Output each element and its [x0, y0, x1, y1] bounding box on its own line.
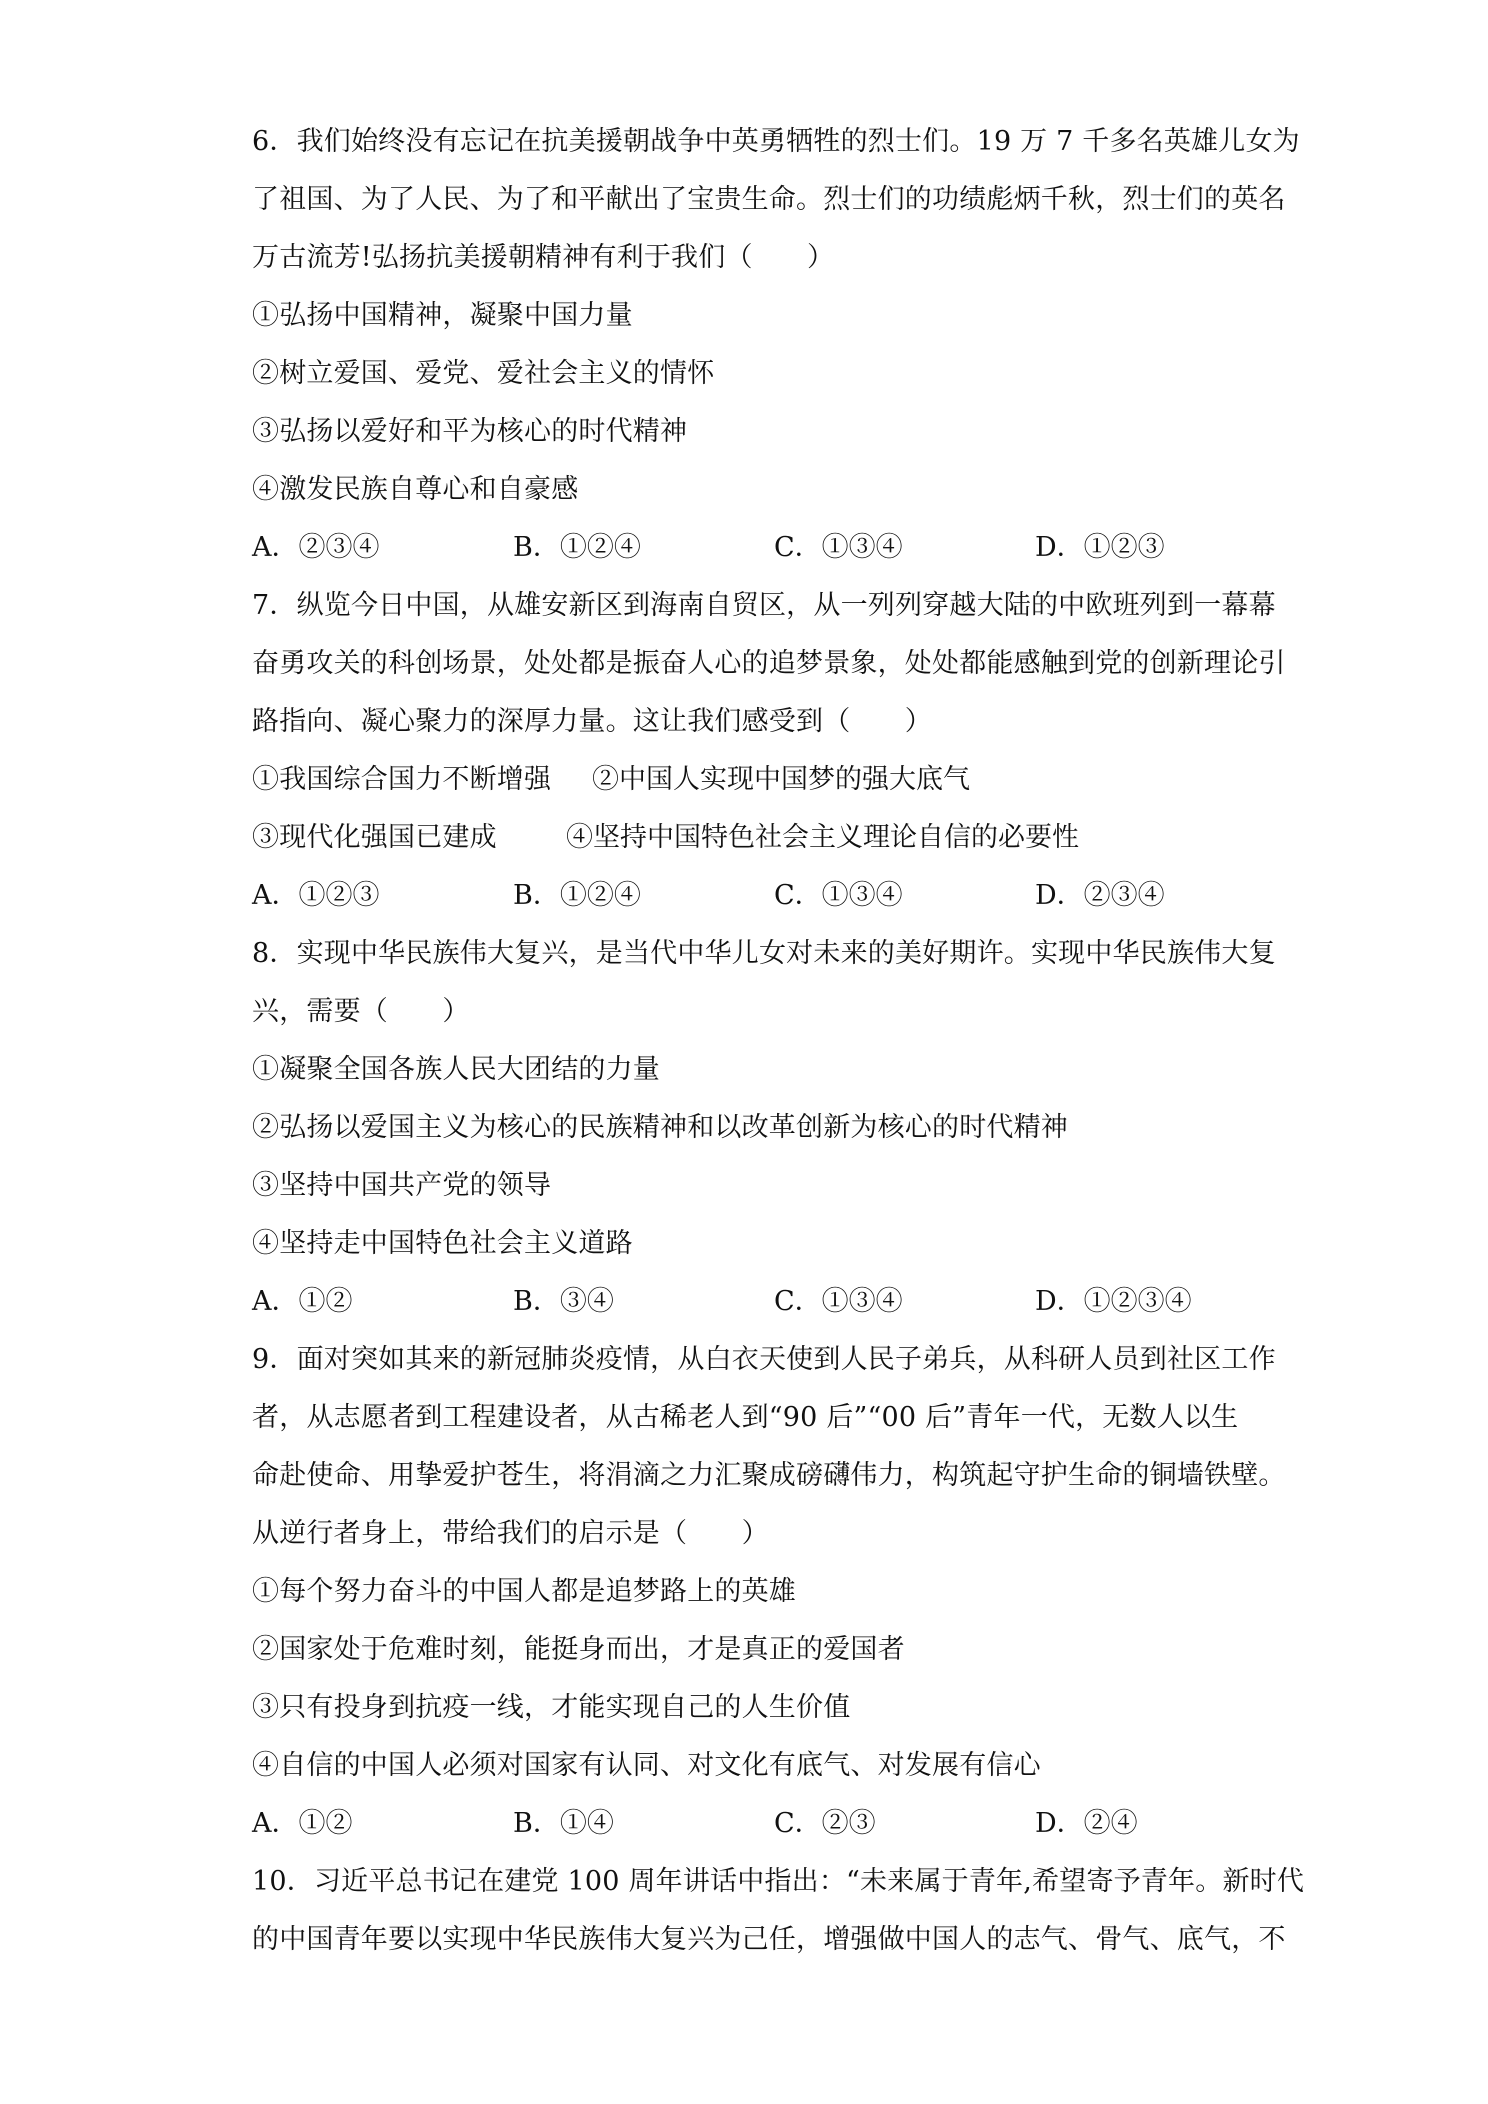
- question-7-stem-line-1: 7．纵览今日中国，从雄安新区到海南自贸区，从一列列穿越大陆的中欧班列到一幕幕: [252, 590, 1276, 621]
- question-7-stem-line-3: 路指向、凝心聚力的深厚力量。这让我们感受到（ ）: [252, 706, 932, 737]
- question-6-item-2: ②树立爱国、爱党、爱社会主义的情怀: [252, 358, 715, 389]
- question-6-item-4: ④激发民族自尊心和自豪感: [252, 474, 579, 505]
- question-9-item-3: ③只有投身到抗疫一线，才能实现自己的人生价值: [252, 1692, 851, 1723]
- question-8-option-c: C．①③④: [774, 1286, 903, 1317]
- question-7-option-a: A．①②③: [252, 880, 380, 911]
- question-8-stem-line-1: 8．实现中华民族伟大复兴，是当代中华儿女对未来的美好期许。实现中华民族伟大复: [252, 938, 1276, 969]
- question-9-item-4: ④自信的中国人必须对国家有认同、对文化有底气、对发展有信心: [252, 1750, 1041, 1781]
- question-6-option-b: B．①②④: [513, 532, 641, 563]
- question-6-stem-line-1: 6．我们始终没有忘记在抗美援朝战争中英勇牺牲的烈士们。19 万 7 千多名英雄儿女为: [252, 126, 1300, 157]
- question-6-option-a: A．②③④: [252, 532, 380, 563]
- question-7-item-3: ③现代化强国已建成: [252, 822, 497, 853]
- question-7-option-d: D．②③④: [1035, 880, 1165, 911]
- question-8-item-4: ④坚持走中国特色社会主义道路: [252, 1228, 633, 1259]
- question-8-option-a: A．①②: [252, 1286, 353, 1317]
- question-9-stem-line-3: 命赴使命、用挚爱护苍生，将涓滴之力汇聚成磅礴伟力，构筑起守护生命的铜墙铁壁。: [252, 1460, 1286, 1491]
- question-8-item-2: ②弘扬以爱国主义为核心的民族精神和以改革创新为核心的时代精神: [252, 1112, 1068, 1143]
- question-7-item-2: ②中国人实现中国梦的强大底气: [592, 764, 970, 795]
- question-9-option-d: D．②④: [1035, 1808, 1138, 1839]
- question-9-item-1: ①每个努力奋斗的中国人都是追梦路上的英雄: [252, 1576, 796, 1607]
- question-8-item-1: ①凝聚全国各族人民大团结的力量: [252, 1054, 660, 1085]
- question-7-option-b: B．①②④: [513, 880, 641, 911]
- question-6-option-d: D．①②③: [1035, 532, 1165, 563]
- question-7-item-1: ①我国综合国力不断增强: [252, 764, 552, 795]
- question-7-item-4: ④坚持中国特色社会主义理论自信的必要性: [566, 822, 1079, 853]
- question-10-stem-line-2: 的中国青年要以实现中华民族伟大复兴为己任，增强做中国人的志气、骨气、底气，不: [252, 1924, 1286, 1955]
- question-6-item-1: ①弘扬中国精神，凝聚中国力量: [252, 300, 633, 331]
- question-10-stem-line-1: 10．习近平总书记在建党 100 周年讲话中指出：“未来属于青年,希望寄予青年。新时代: [252, 1866, 1305, 1897]
- question-6-stem-line-3: 万古流芳!弘扬抗美援朝精神有利于我们（ ）: [252, 242, 835, 273]
- question-7-option-c: C．①③④: [774, 880, 903, 911]
- question-9-option-b: B．①④: [513, 1808, 614, 1839]
- question-9-stem-line-2: 者，从志愿者到工程建设者，从古稀老人到“90 后”“00 后”青年一代，无数人以生: [252, 1402, 1239, 1433]
- question-9-option-c: C．②③: [774, 1808, 876, 1839]
- question-7-stem-line-2: 奋勇攻关的科创场景，处处都是振奋人心的追梦景象，处处都能感触到党的创新理论引: [252, 648, 1286, 679]
- question-8-option-b: B．③④: [513, 1286, 614, 1317]
- question-8-option-d: D．①②③④: [1035, 1286, 1192, 1317]
- question-9-stem-line-4: 从逆行者身上，带给我们的启示是（ ）: [252, 1518, 769, 1549]
- question-8-item-3: ③坚持中国共产党的领导: [252, 1170, 552, 1201]
- question-6-option-c: C．①③④: [774, 532, 903, 563]
- question-6-item-3: ③弘扬以爱好和平为核心的时代精神: [252, 416, 688, 447]
- question-8-stem-line-2: 兴，需要（ ）: [252, 996, 470, 1027]
- question-9-stem-line-1: 9．面对突如其来的新冠肺炎疫情，从白衣天使到人民子弟兵，从科研人员到社区工作: [252, 1344, 1276, 1375]
- question-6-stem-line-2: 了祖国、为了人民、为了和平献出了宝贵生命。烈士们的功绩彪炳千秋，烈士们的英名: [252, 184, 1286, 215]
- question-9-option-a: A．①②: [252, 1808, 353, 1839]
- question-9-item-2: ②国家处于危难时刻，能挺身而出，才是真正的爱国者: [252, 1634, 905, 1665]
